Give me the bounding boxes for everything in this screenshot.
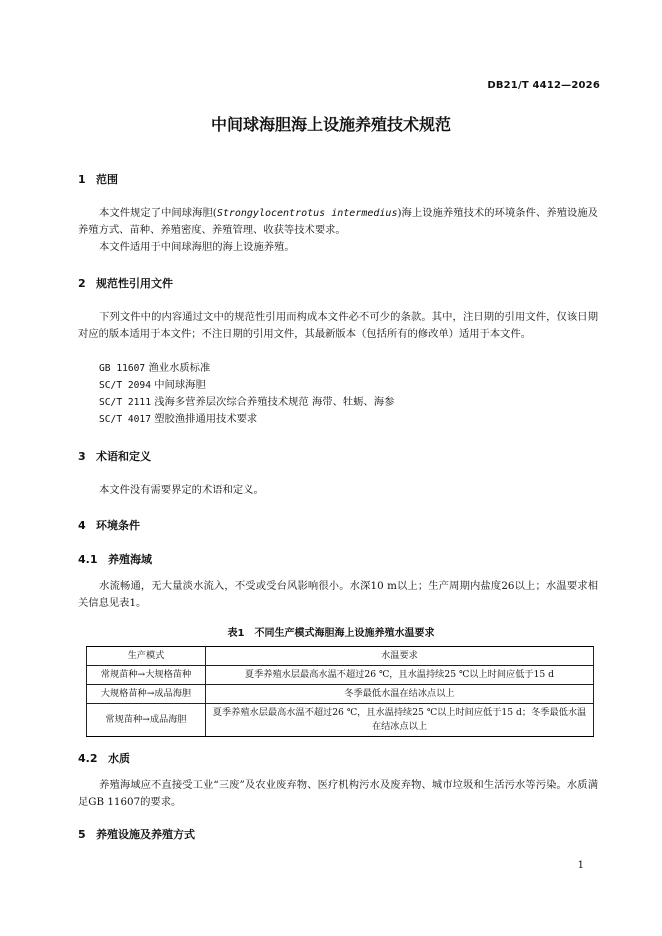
scope-text-post: )海上设施养殖技术的环境条件、养殖设施及养殖方式、苗种、养殖密度、养殖管理、收获等技术要求。	[78, 207, 598, 236]
section-3-heading	[78, 448, 151, 464]
reference-code: SC/T 2094	[99, 380, 151, 391]
table-1-title: 表1 不同生产模式海胆海上设施养殖水温要求	[227, 628, 435, 639]
section-2-heading	[78, 275, 173, 291]
section-title: 范围	[96, 173, 118, 186]
reference-name: 中间球海胆	[154, 379, 206, 391]
scope-text-pre: 本文件规定了中间球海胆(	[99, 207, 217, 219]
page-number: 1	[577, 860, 584, 871]
section-1-heading	[78, 171, 118, 187]
section-4-2-heading	[78, 750, 130, 766]
paragraph-text: 本文件没有需要界定的术语和定义。	[99, 484, 264, 496]
paragraph-text: 本文件适用于中间球海胆的海上设施养殖。	[99, 241, 295, 253]
reference-item	[99, 411, 257, 428]
section-4-heading	[78, 517, 140, 533]
section-4-1-heading	[78, 551, 152, 567]
section-1-paragraph-1	[78, 205, 598, 239]
table-row	[87, 666, 594, 685]
reference-code: SC/T 4017	[99, 414, 151, 425]
section-number: 2	[78, 277, 86, 290]
table-row	[87, 704, 594, 737]
table-cell-mode: 大规格苗种→成品海胆	[87, 685, 206, 704]
reference-code: GB 11607	[99, 363, 146, 374]
section-5-heading	[78, 826, 195, 842]
section-4-1-paragraph-1	[78, 578, 598, 612]
latin-species-name: Strongylocentrotus intermedius	[216, 208, 398, 219]
table-cell-mode: 常规苗种→大规格苗种	[87, 666, 206, 685]
paragraph-text: 下列文件中的内容通过文中的规范性引用而构成本文件必不可少的条款。其中，注日期的引用文件，仅该日期对应的版本适用于本文件；不注日期的引用文件，其最新版本（包括所有的修改单）适用于本文件。	[78, 311, 598, 340]
table-cell-requirement: 夏季养殖水层最高水温不超过26 ℃，且水温持续25 ℃以上时间应低于15 d；冬季最低水温在结冰点以上	[206, 704, 594, 737]
section-1-paragraph-2	[78, 239, 598, 256]
table-cell-requirement: 夏季养殖水层最高水温不超过26 ℃，且水温持续25 ℃以上时间应低于15 d	[206, 666, 594, 685]
section-3-paragraph-1	[78, 482, 598, 499]
section-title: 养殖海域	[108, 553, 152, 566]
table-header-cell: 水温要求	[206, 647, 594, 666]
section-4-2-paragraph-1	[78, 777, 598, 811]
table-row	[87, 685, 594, 704]
paragraph-text: 养殖海域应不直接受工业“三废”及农业废弃物、医疗机构污水及废弃物、城市垃圾和生活污水等污染。水质满足GB 11607的要求。	[78, 779, 598, 808]
water-temperature-table	[86, 646, 594, 737]
section-2-paragraph-1	[78, 309, 598, 343]
section-title: 水质	[108, 752, 130, 765]
document-title: 中间球海胆海上设施养殖技术规范	[210, 115, 451, 134]
table-cell-requirement: 冬季最低水温在结冰点以上	[206, 685, 594, 704]
section-number: 4	[78, 519, 86, 532]
section-number: 4.1	[78, 553, 98, 566]
section-number: 3	[78, 450, 86, 463]
section-number: 4.2	[78, 752, 98, 765]
reference-item	[99, 360, 210, 377]
section-title: 环境条件	[96, 519, 140, 532]
section-title: 规范性引用文件	[96, 277, 173, 290]
table-header-cell: 生产模式	[87, 647, 206, 666]
section-number: 1	[78, 173, 86, 186]
table-header-row	[87, 647, 594, 666]
reference-name: 塑胶渔排通用技术要求	[154, 413, 258, 425]
reference-code: SC/T 2111	[99, 397, 151, 408]
document-code: DB21/T 4412—2026	[487, 80, 600, 91]
section-title: 术语和定义	[96, 450, 151, 463]
reference-name: 渔业水质标准	[148, 362, 211, 374]
table-cell-mode: 常规苗种→成品海胆	[87, 704, 206, 737]
reference-item	[99, 394, 394, 411]
section-title: 养殖设施及养殖方式	[96, 828, 195, 841]
paragraph-text: 水流畅通，无大量淡水流入，不受或受台风影响很小。水深10 m以上；生产周期内盐度26以上；水温要求相关信息见表1。	[78, 580, 598, 609]
reference-item	[99, 377, 206, 394]
reference-name: 浅海多营养层次综合养殖技术规范 海带、牡蛎、海参	[154, 396, 395, 408]
section-number: 5	[78, 828, 86, 841]
